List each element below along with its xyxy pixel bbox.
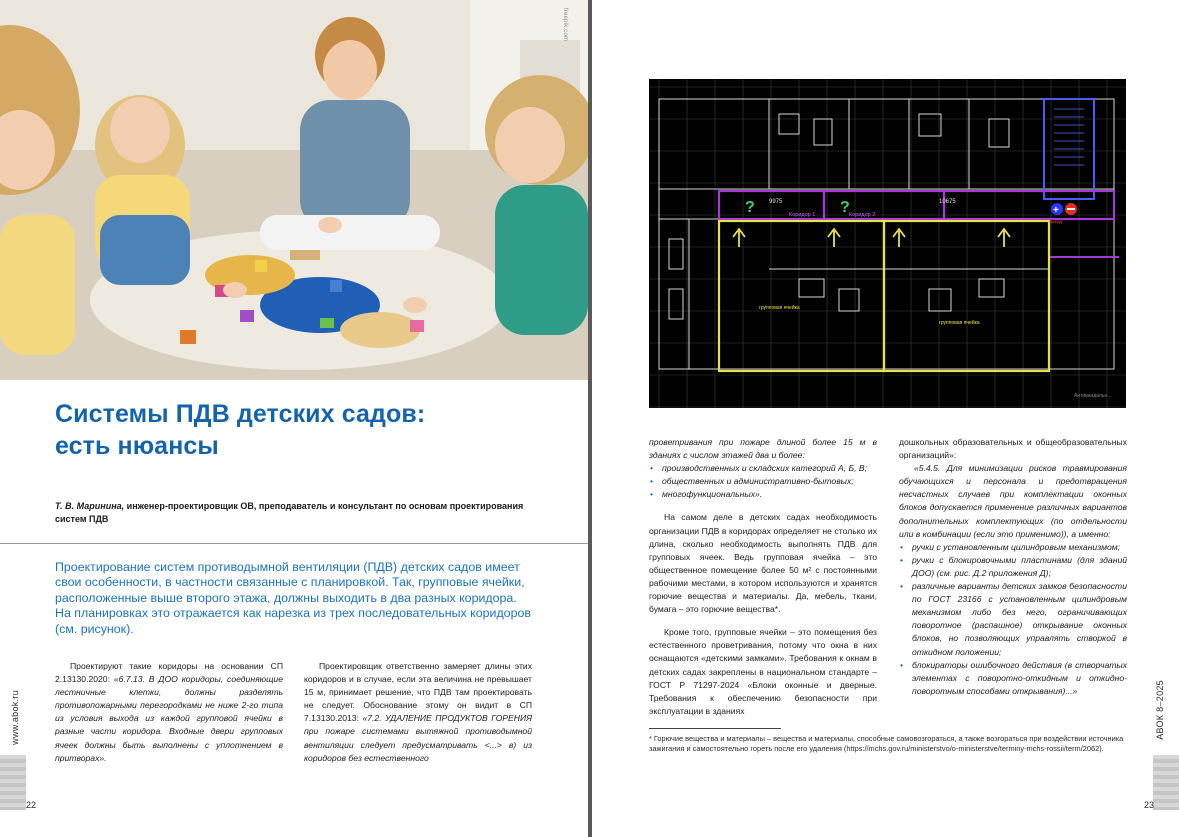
column-4 [899,436,1127,698]
question-mark-1: ? [745,199,755,216]
minus-glyph [1067,208,1075,210]
floor-plan-svg [649,79,1126,408]
list-item: • ручки с установленным цилиндровым механизмом; [899,541,1127,554]
col2-text: Проектировщик ответственно замеряет длины этих коридоров и в случае, если эта величина не превышает 15 м, принимает решение, что ПДВ там проектировать не следует. Обоснование этому он видит в СП 7.13130.2013: [304,661,532,724]
window-accessories-list [899,541,1127,698]
corridor-2-label: Коридор 2 [849,212,876,218]
title-line-1: Системы ПДВ детских садов: [55,400,426,428]
column-3 [649,436,877,718]
list-item: • блокираторы ошибочного действия (в створчатых элементах с поворотно-откидным и откидно-поворотным способами открывания)...» [899,659,1127,698]
author-block [55,500,525,526]
right-gray-strip [1153,755,1179,810]
journal-issue-label: АВОК 8–2025 [1155,680,1165,740]
column-2 [304,660,532,765]
plus-glyph: + [1053,205,1059,216]
list-item: • общественных и административно-бытовых; [649,475,877,488]
plan-walls [659,99,1114,369]
list-item: • различные варианты детских замков безопасности по ГОСТ 23166 с установленным цилиндровым механизмом либо без него, ограничивающих поворотное (распашное) открывание оконных блоков, но позволяющих управлять створкой в откидном положении; [899,580,1127,659]
right-page [592,0,1179,837]
col1-text: Проектируют такие коридоры на основании СП 2.13130.2020: [55,661,283,685]
col1-quote: «6.7.13. В ДОО коридоры, соединяющие лестничные клетки, должны разделять противопожарными перегородками не ниже 2-го типа из условия выхода из каждой групповой ячейки в разные части коридора. Входные двери групповых ячеек должны быть выполнены с уплотнением в притворах». [55,674,283,763]
header-divider [0,543,588,544]
photo-credit: freepik.com [562,8,568,42]
group-cell-2-label: групповая ячейка [939,320,980,326]
building-types-list [649,462,877,501]
author-name: Т. В. Маринина, [55,501,125,511]
col4-quote-text: «5.4.5. Для минимизации рисков травмирования обучающихся и персонала и предотвращения несчастных случаев при комплектации оконных блоков допускается применение различных вариантов дополнительных комплектующих (по отдельности или в комбинации (если это применимо)), а именно: [899,463,1127,539]
exit-arrows [733,229,1010,247]
author-role: инженер-проектировщик ОВ, преподаватель и консультант по основам проектирования систем ПДВ [55,501,524,524]
column-4-quote [899,462,1127,541]
floor-plan-drawing [649,79,1126,408]
page-number-left: 22 [26,800,37,810]
footnote-divider [649,728,781,729]
dimension-right: 10675 [939,199,956,205]
title-line-2: есть нюансы [55,432,219,460]
list-item: • ручки с блокировочными пластинами (для зданий ДОО) (см. рис. Д.2 приложения Д); [899,554,1127,580]
footnote: * Горючие вещества и материалы – вещества и материалы, способные самовозгораться, а также возгораться при воздействии источника зажигания и самостоятельно гореть после его удаления (https://mchs.gov.ru/ministerstvo/o-ministerstve/terminy-mchs-rossii/term/2062). [649,734,1124,753]
lead-paragraph: Проектирование систем противодымной вентиляции (ПДВ) детских садов имеет свои особенности, в частности связанные с планировкой. Так, групповые ячейки, расположенные выше второго этажа, должны выходить в два разных коридора. На планировках это отражается как нарезка из трех последовательных коридоров (см. рисунок). [55,560,531,636]
column-1 [55,660,283,765]
column-3-intro [649,436,877,462]
dimension-left: 9975 [769,199,783,205]
column-4-paragraph-1: дошкольных образовательных и общеобразовательных организаций»: [899,437,1127,461]
corridor-1-label: Коридор 1 [789,212,816,218]
question-mark-2: ? [840,199,850,216]
group-cell-2-outline [884,221,1049,371]
exit-label: выход [1049,219,1062,224]
column-3-paragraph-3: Кроме того, групповые ячейки – это помещения без естественного проветривания, потому что окна в них оснащаются «детскими замками». Требования к окнам в детских садах закреплены в национальном стандарте – ГОСТ Р 71297-2024 «Блоки оконные и дверные. Требования к обеспечению безопасности при эксплуатации в зданиях [649,627,877,716]
page-number-right: 23 [1144,800,1155,810]
stair-steps [1054,109,1084,165]
corridor-extension [1049,219,1119,257]
group-cell-1-label: групповая ячейка [759,305,800,311]
left-page [0,0,588,837]
col2-quote: «7.2. УДАЛЕНИЕ ПРОДУКТОВ ГОРЕНИЯ при пожаре системами вытяжной противодымной вентиляции следует предусматривать <...> в) из коридоров без естественного [304,713,532,763]
column-1-paragraph [55,660,283,765]
photo-illustration [0,0,588,380]
drawing-corner-note: Антивандальн... [1074,393,1112,399]
children-playing-photo [0,0,588,380]
column-2-paragraph [304,660,532,765]
list-item: • производственных и складских категорий А, Б, В; [649,462,877,475]
website-label: www.abok.ru [10,690,20,745]
article-title [55,398,555,462]
column-3-paragraph-2: На самом деле в детских садах необходимость организации ПДВ в коридорах определяет не столько их длина, сколько необходимость выполнять ПДВ для групповых ячеек. Ведь групповая ячейка – это общественное помещение более 50 м² с постоянными рабочими местами, в котором используются и хранятся горючие вещества и материалы. Да, мебель, ткани, бумага – это горючие вещества*. [649,512,877,615]
plan-grid [649,79,1126,408]
col3-intro-text: проветривания при пожаре длиной более 15 м в зданиях с числом этажей два и более: [649,437,877,461]
left-gray-strip [0,755,26,810]
list-item: • многофункциональных». [649,488,877,501]
